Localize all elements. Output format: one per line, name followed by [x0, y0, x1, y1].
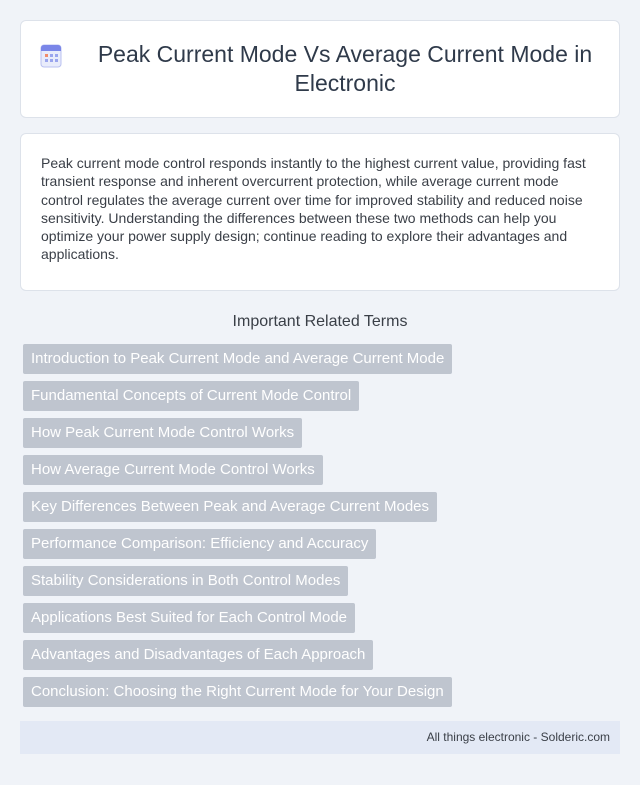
related-term-tag[interactable]: Conclusion: Choosing the Right Current Mode for Your Design: [23, 677, 452, 707]
related-term-tag[interactable]: Introduction to Peak Current Mode and Average Current Mode: [23, 344, 452, 374]
intro-paragraph: Peak current mode control responds instantly to the highest current value, providing fast transient response and inherent overcurrent protection, while average current mode control regulates the average current over time for improved stability and reduced noise sensitivity. Understanding the differences between these two methods can help you optimize your power supply design; continue reading to explore their advantages and applications.: [41, 155, 586, 263]
related-term-tag[interactable]: Applications Best Suited for Each Control Mode: [23, 603, 355, 633]
related-term-tag[interactable]: Performance Comparison: Efficiency and Accuracy: [23, 529, 376, 559]
related-term-tag[interactable]: Fundamental Concepts of Current Mode Control: [23, 381, 359, 411]
footer: [20, 721, 620, 754]
related-terms-heading: Important Related Terms: [232, 313, 408, 330]
footer-text: All things electronic - Solderic.com: [426, 730, 610, 744]
page-title: Peak Current Mode Vs Average Current Mode in Electronic: [97, 41, 593, 96]
document-icon: [40, 44, 62, 68]
title-wrap: [40, 40, 600, 98]
related-term-tag[interactable]: Advantages and Disadvantages of Each Approach: [23, 640, 373, 670]
related-term-tag[interactable]: Stability Considerations in Both Control Modes: [23, 566, 348, 596]
related-term-tag[interactable]: Key Differences Between Peak and Average Current Modes: [23, 492, 437, 522]
intro-card: [20, 133, 620, 291]
related-terms-list: [23, 344, 623, 714]
related-term-tag[interactable]: How Average Current Mode Control Works: [23, 455, 323, 485]
header-card: [20, 20, 620, 118]
related-term-tag[interactable]: How Peak Current Mode Control Works: [23, 418, 302, 448]
